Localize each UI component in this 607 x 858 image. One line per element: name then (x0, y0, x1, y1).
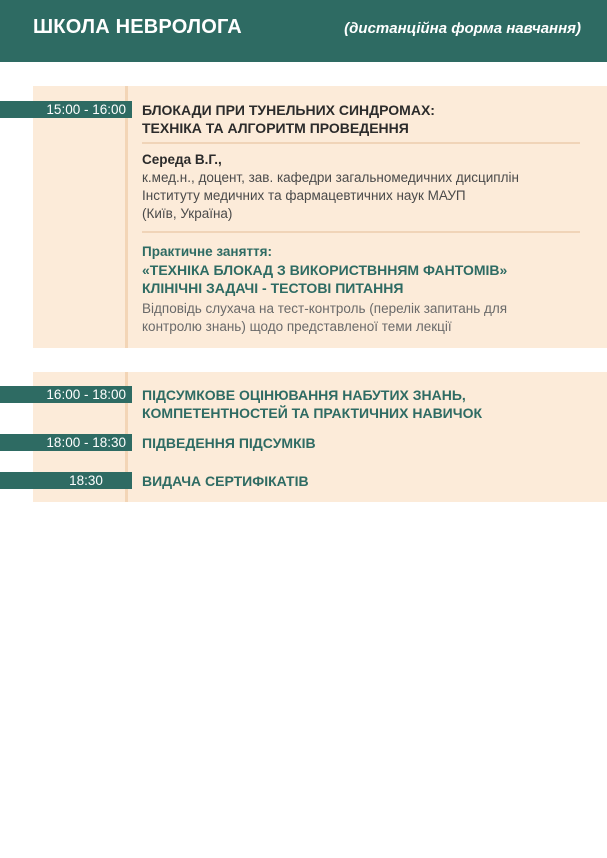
page-header (0, 0, 607, 62)
practice-description-line: Відповідь слухача на тест-контроль (перелік запитань для (142, 301, 508, 316)
session-1-title-line: ТЕХНІКА ТА АЛГОРИТМ ПРОВЕДЕННЯ (142, 120, 409, 136)
speaker-name: Середа В.Г., (142, 152, 222, 167)
practice-title-line: «ТЕХНІКА БЛОКАД З ВИКОРИСТВННЯМ ФАНТОМІВ» (142, 262, 508, 278)
session-1-title-line: БЛОКАДИ ПРИ ТУНЕЛЬНИХ СИНДРОМАХ: (142, 102, 435, 118)
practice-title-line: КЛІНІЧНІ ЗАДАЧІ - ТЕСТОВІ ПИТАННЯ (142, 280, 404, 296)
course-format: (дистанційна форма навчання) (344, 20, 581, 37)
section-divider (142, 231, 580, 233)
time-badge-session-4: 18:30 (0, 472, 132, 489)
time-badge-session-3: 18:00 - 18:30 (0, 434, 132, 451)
speaker-info (142, 169, 582, 223)
practice-description (142, 300, 592, 336)
session-2-title-line: ПІДСУМКОВЕ ОЦІНЮВАННЯ НАБУТИХ ЗНАНЬ, (142, 387, 466, 403)
session-1-title (142, 101, 592, 137)
time-badge-session-2: 16:00 - 18:00 (0, 386, 132, 403)
practice-description-line: контролю знань) щодо представленої теми лекції (142, 319, 452, 334)
time-badge-session-1: 15:00 - 16:00 (0, 101, 132, 118)
speaker-info-line: к.мед.н., доцент, зав. кафедри загальномедичних дисциплін (142, 170, 519, 185)
speaker-info-line: Інституту медичних та фармацевтичних наук МАУП (142, 188, 466, 203)
session-4-title: ВИДАЧА СЕРТИФІКАТІВ (142, 473, 309, 489)
timeline-divider (125, 86, 128, 348)
speaker-info-line: (Київ, Україна) (142, 206, 233, 221)
practice-label: Практичне заняття: (142, 244, 273, 259)
section-divider (142, 142, 580, 144)
school-title: ШКОЛА НЕВРОЛОГА (33, 16, 242, 38)
session-2-title-line: КОМПЕТЕНТНОСТЕЙ ТА ПРАКТИЧНИХ НАВИЧОК (142, 405, 483, 421)
session-3-title: ПІДВЕДЕННЯ ПІДСУМКІВ (142, 435, 316, 451)
practice-title (142, 261, 592, 297)
session-2-title (142, 386, 592, 422)
